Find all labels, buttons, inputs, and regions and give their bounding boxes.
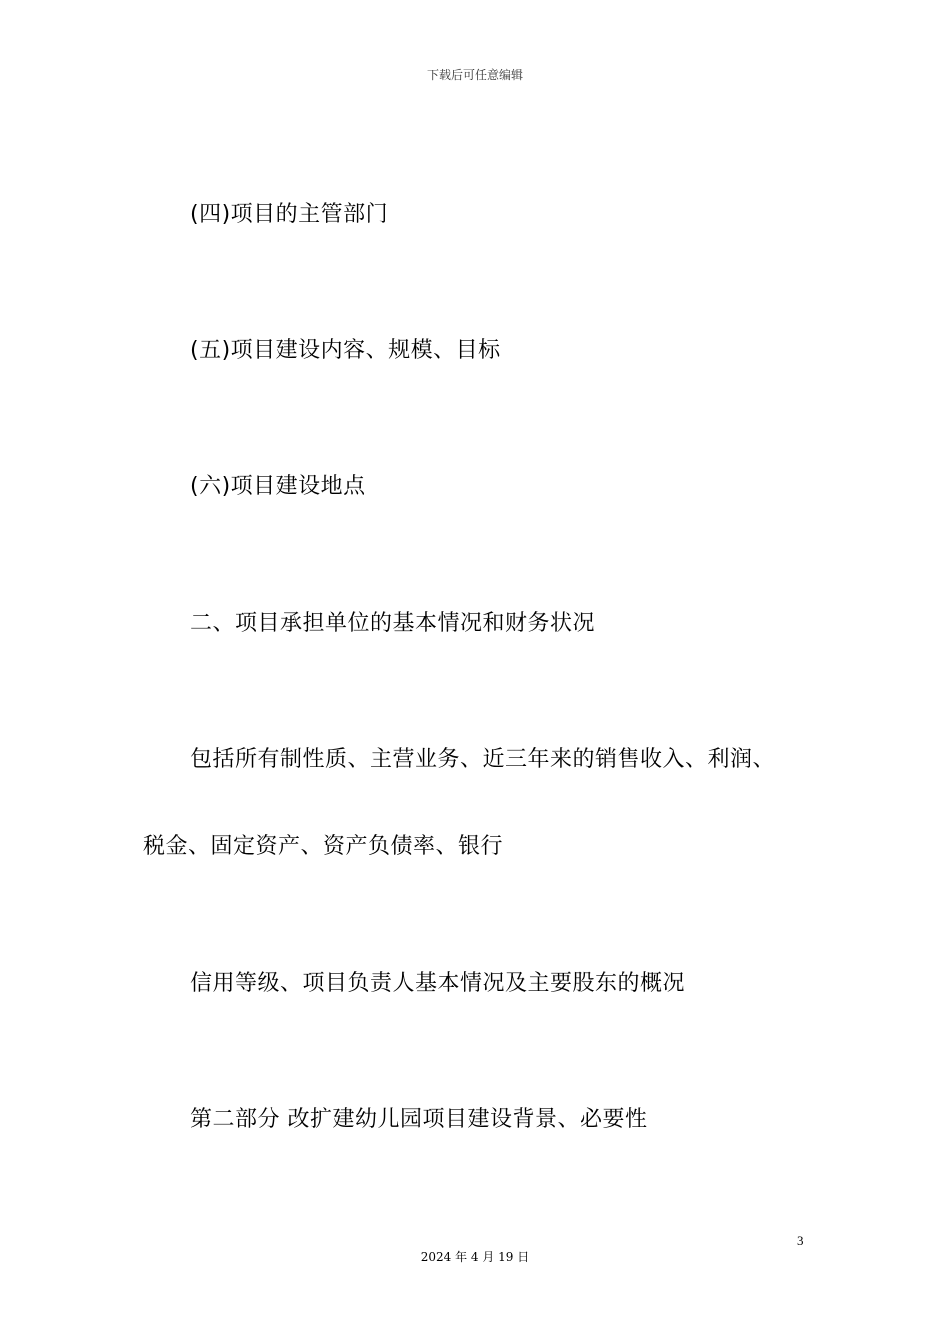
body-paragraph-continuation: 信用等级、项目负责人基本情况及主要股东的概况	[190, 971, 686, 996]
part-heading: 第二部分 改扩建幼儿园项目建设背景、必要性	[190, 1107, 648, 1132]
header-note: 下载后可任意编辑	[426, 68, 523, 82]
footer-date: 2024 年 4 月 19 日	[420, 1250, 530, 1264]
section-heading-6: (六)项目建设地点	[190, 474, 366, 499]
page-number: 3	[797, 1233, 804, 1248]
body-paragraph-line-1: 包括所有制性质、主营业务、近三年来的销售收入、利润、	[190, 747, 776, 772]
section-heading-5: (五)项目建设内容、规模、目标	[190, 338, 501, 363]
section-heading-2: 二、项目承担单位的基本情况和财务状况	[190, 611, 596, 636]
body-paragraph-line-2: 税金、固定资产、资产负债率、银行	[143, 834, 504, 859]
section-heading-4: (四)项目的主管部门	[190, 202, 389, 227]
